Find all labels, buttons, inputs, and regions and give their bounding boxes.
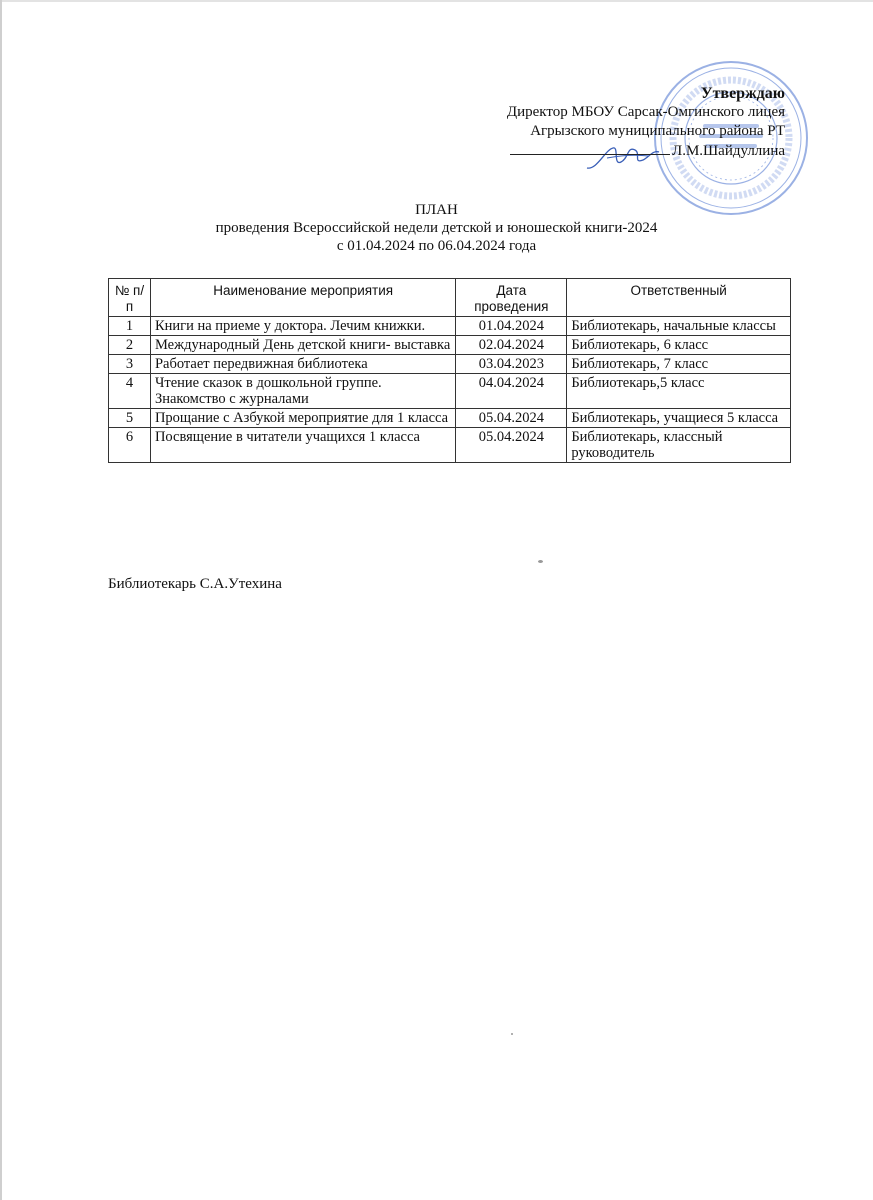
header-num: № п/п <box>109 279 151 317</box>
cell-num: 1 <box>109 317 151 336</box>
cell-date: 01.04.2024 <box>456 317 567 336</box>
scan-speck <box>511 1033 513 1035</box>
title-subject: проведения Всероссийской недели детской и юношеской книги-2024 <box>215 220 658 236</box>
title-period: с 01.04.2024 по 06.04.2024 года <box>336 238 537 254</box>
cell-date: 04.04.2024 <box>456 374 567 409</box>
header-responsible: Ответственный <box>567 279 791 317</box>
approval-heading: Утверждаю <box>700 85 785 102</box>
cell-date: 05.04.2024 <box>456 409 567 428</box>
table-row <box>109 428 791 463</box>
cell-name: Посвящение в читатели учащихся 1 класса <box>150 428 455 463</box>
approval-position: Директор МБОУ Сарсак-Омгинского лицея <box>506 104 785 120</box>
signature-underline <box>510 141 670 155</box>
cell-date: 05.04.2024 <box>456 428 567 463</box>
cell-name: Международный День детской книги- выставка <box>150 336 455 355</box>
cell-name: Книги на приеме у доктора. Лечим книжки. <box>150 317 455 336</box>
cell-num: 5 <box>109 409 151 428</box>
cell-num: 2 <box>109 336 151 355</box>
table-row <box>109 355 791 374</box>
approval-signature-line <box>507 141 785 161</box>
cell-num: 3 <box>109 355 151 374</box>
cell-num: 4 <box>109 374 151 409</box>
approval-signer: Л.М.Шайдуллина <box>672 143 785 159</box>
cell-name: Чтение сказок в дошкольной группе. Знакомство с журналами <box>150 374 455 409</box>
table-row <box>109 317 791 336</box>
cell-name: Прощание с Азбукой мероприятие для 1 класса <box>150 409 455 428</box>
cell-responsible: Библиотекарь, 6 класс <box>567 336 791 355</box>
events-table <box>108 278 791 463</box>
scan-speck <box>538 560 543 563</box>
cell-responsible: Библиотекарь, начальные классы <box>567 317 791 336</box>
cell-date: 02.04.2024 <box>456 336 567 355</box>
approval-district: Агрызского муниципального района РТ <box>530 123 785 139</box>
librarian-signature-line: Библиотекарь С.А.Утехина <box>108 576 282 592</box>
header-name: Наименование мероприятия <box>150 279 455 317</box>
cell-responsible: Библиотекарь, классный руководитель <box>567 428 791 463</box>
cell-responsible: Библиотекарь,5 класс <box>567 374 791 409</box>
title-word: ПЛАН <box>415 202 458 218</box>
table-row <box>109 374 791 409</box>
approval-block <box>507 84 785 161</box>
table-row <box>109 409 791 428</box>
table-row <box>109 336 791 355</box>
cell-date: 03.04.2023 <box>456 355 567 374</box>
cell-num: 6 <box>109 428 151 463</box>
cell-responsible: Библиотекарь, 7 класс <box>567 355 791 374</box>
cell-responsible: Библиотекарь, учащиеся 5 класса <box>567 409 791 428</box>
header-date: Дата проведения <box>456 279 567 317</box>
document-title <box>0 201 873 255</box>
cell-name: Работает передвижная библиотека <box>150 355 455 374</box>
table-header-row <box>109 279 791 317</box>
